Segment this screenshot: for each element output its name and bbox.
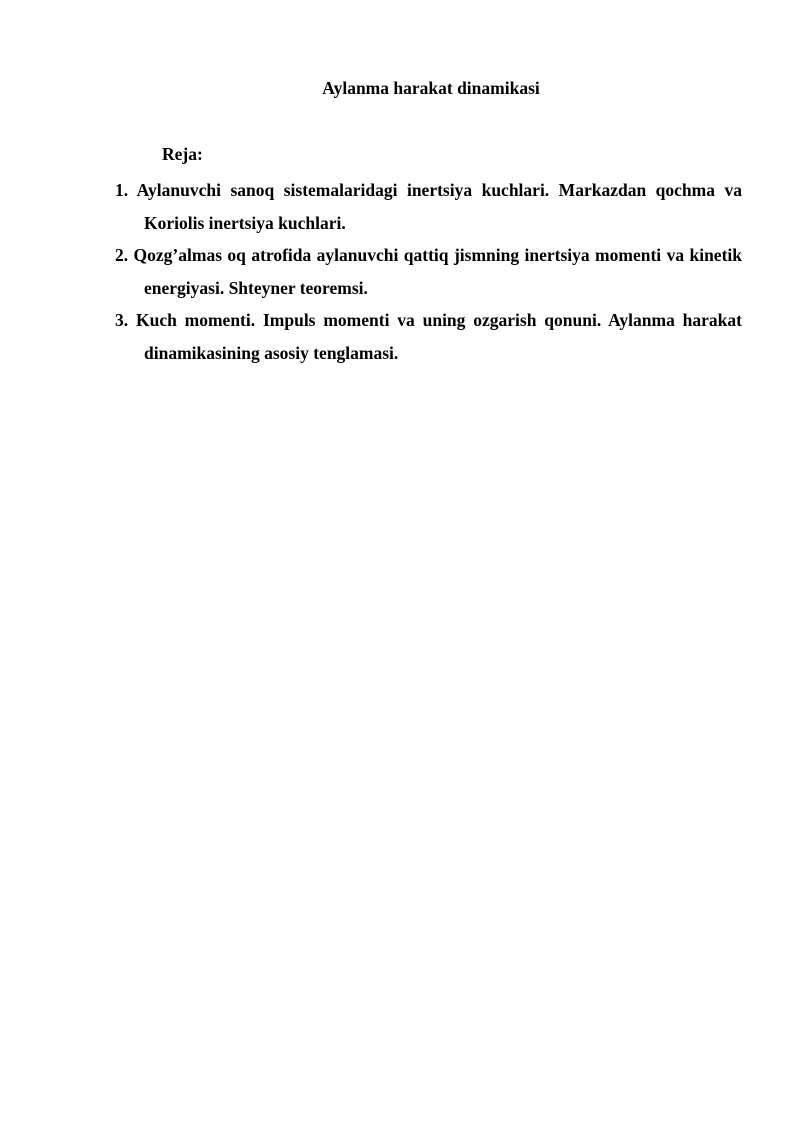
plan-item-number: 1. (115, 180, 129, 200)
plan-item-text: Qozg’almas oq atrofida aylanuvchi qattiq jismning inertsiya momenti va kinetik energiyasi. Shteyner teoremsi. (133, 245, 742, 298)
plan-item-text: Kuch momenti. Impuls momenti va uning ozgarish qonuni. Aylanma harakat dinamikasining asosiy tenglamasi. (135, 310, 742, 363)
plan-item (115, 239, 742, 304)
plan-item-number: 2. (115, 245, 129, 265)
plan-item (115, 174, 742, 239)
plan-item (115, 304, 742, 369)
document-title: Aylanma harakat dinamikasi (322, 78, 540, 98)
plan-label: Reja: (162, 144, 203, 164)
plan-list (115, 174, 742, 369)
plan-item-text: Aylanuvchi sanoq sistemalaridagi inertsiya kuchlari. Markazdan qochma va Koriolis inertsiya kuchlari. (136, 180, 742, 233)
plan-item-number: 3. (115, 310, 129, 330)
